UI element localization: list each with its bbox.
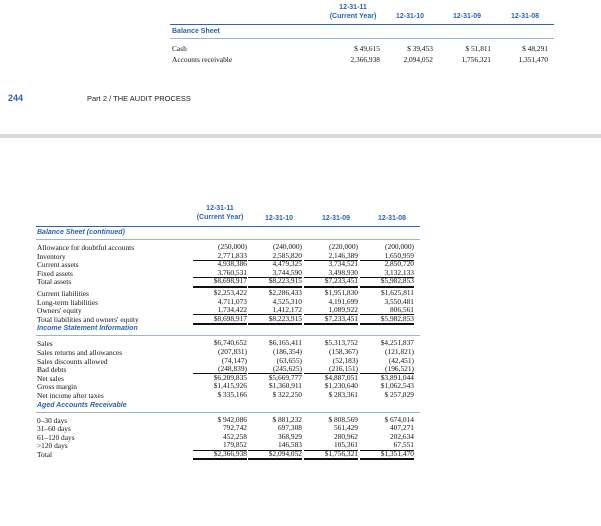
table-row-value: 2,771,833 [193, 252, 247, 261]
table-row-value: (248,839) [193, 365, 247, 374]
table-row-value: 202,634 [389, 431, 414, 441]
table-row-label: Total liabilities and owners' equity [37, 314, 139, 324]
table-row-value: $8,698,917 [193, 315, 247, 325]
table-row-value: $1,360,911 [269, 381, 302, 391]
table-row-value: $ 881,232 [272, 414, 302, 424]
table-row-value: (74,147) [221, 355, 247, 365]
table-row-value: 561,429 [333, 423, 358, 433]
top-row-value: $ 49,615 [354, 44, 380, 53]
table-row-label: Owners' equity [37, 306, 82, 316]
main-header-rule [36, 226, 420, 227]
table-row-value: 4,938,386 [217, 259, 247, 269]
main-col-header-3: 12-31-09 [321, 215, 351, 222]
table-row-label: Net sales [37, 373, 64, 383]
top-row-value: $ 39,453 [407, 44, 433, 53]
table-row-value: (63,655) [276, 355, 302, 365]
top-col-header-3: 12-31-09 [452, 13, 482, 20]
section-rule [36, 335, 420, 336]
table-row-value: $ 322,250 [272, 390, 302, 399]
table-row-value: 4,711,073 [217, 296, 247, 306]
main-col-header-4: 12-31-08 [377, 215, 407, 222]
top-col-header-4: 12-31-08 [510, 13, 540, 20]
table-row-value: 105,361 [304, 441, 358, 450]
section-rule [36, 239, 420, 240]
section-title: Balance Sheet (continued) [37, 229, 125, 236]
table-row-value: $4,887,051 [324, 372, 358, 382]
top-row-value: 1,351,470 [518, 55, 548, 64]
table-row-value: (52,183) [332, 355, 358, 365]
table-row-value: 1,650,959 [360, 252, 414, 261]
table-row-value: 4,191,699 [328, 296, 358, 306]
top-section-title: Balance Sheet [172, 28, 220, 35]
table-row-value: $1,951,830 [324, 288, 358, 297]
table-row-value: (216,151) [304, 365, 358, 374]
top-col-header-1: 12-31-11 (Current Year) [329, 4, 377, 20]
top-row-value: 2,366,938 [350, 55, 380, 64]
top-row-value: 1,756,321 [461, 55, 491, 64]
table-row-value: (240,000) [273, 242, 302, 251]
table-row-value: 792,742 [222, 423, 247, 433]
table-row-value: (220,000) [329, 242, 358, 251]
table-row-value: $2,253,422 [213, 288, 247, 297]
table-row-value: 3,550,481 [384, 296, 414, 306]
table-row-value: $3,891,044 [380, 372, 414, 382]
table-row-value: (121,821) [385, 347, 414, 356]
top-row-label: Cash [172, 44, 187, 53]
table-row-label: Sales returns and allowances [37, 348, 123, 357]
table-row-label: Inventory [37, 251, 66, 261]
table-row-value: 452,258 [222, 431, 247, 441]
top-row-label: Accounts receivable [172, 55, 233, 64]
table-row-value: 697,308 [277, 423, 302, 433]
table-row-value: 1,089,922 [304, 306, 358, 315]
table-row-value: 67,551 [360, 441, 414, 450]
table-row-value: $1,230,640 [324, 381, 358, 391]
table-row-value: 2,585,820 [248, 252, 302, 261]
table-row-value: 3,760,531 [193, 269, 247, 278]
section-title: Aged Accounts Receivable [37, 401, 127, 409]
table-row-label: Current liabilities [37, 289, 89, 298]
table-row-value: $1,415,926 [213, 381, 247, 391]
table-row-value: (245,625) [248, 365, 302, 374]
section-title: Income Statement Information [37, 325, 138, 333]
table-row-value: $ 283,361 [328, 390, 358, 399]
page-number: 244 [8, 93, 24, 103]
table-row-value: $6,209,835 [213, 372, 247, 382]
table-row-value: $8,223,915 [248, 315, 302, 325]
table-row-value: $5,982,853 [360, 277, 414, 287]
table-row-value: $2,366,938 [193, 450, 247, 460]
table-row-value: $7,233,451 [304, 277, 358, 287]
table-row-value: $ 808,569 [328, 414, 358, 424]
table-row-value: $2,286,433 [268, 288, 302, 297]
table-row-value: (250,000) [218, 242, 247, 251]
table-row-value: 806,561 [360, 306, 414, 315]
table-row-value: $ 257,829 [384, 390, 414, 399]
main-col-header-2: 12-31-10 [264, 215, 294, 222]
table-row-value: $4,251,837 [380, 338, 414, 348]
table-row-label: Fixed assets [37, 268, 73, 278]
table-row-value: 2,146,389 [304, 252, 358, 261]
top-header-rule [170, 24, 554, 25]
table-row-value: $6,740,652 [213, 338, 247, 348]
top-row-value: 2,094,052 [403, 55, 433, 64]
table-row-value: 3,744,590 [248, 269, 302, 278]
top-col-header-2: 12-31-10 [395, 13, 425, 20]
table-row-value: 1,734,422 [193, 306, 247, 315]
table-row-value: 368,929 [277, 431, 302, 441]
table-row-label: Bad debts [37, 365, 67, 375]
main-col-header-1: 12-31-11 (Current Year) [196, 205, 244, 221]
table-row-label: Sales discounts allowed [37, 356, 108, 366]
page-main [0, 138, 601, 526]
table-row-value: $1,351,470 [360, 450, 414, 460]
table-row-value: 1,412,172 [248, 306, 302, 315]
table-row-value: $1,756,321 [304, 450, 358, 460]
top-row-value: $ 51,811 [465, 44, 491, 53]
table-row-value: $8,698,917 [193, 277, 247, 287]
top-section-rule [170, 38, 554, 39]
table-row-value: $5,313,752 [324, 338, 358, 348]
table-row-value: $1,625,811 [381, 288, 414, 297]
table-row-value: $ 942,086 [217, 414, 247, 424]
table-row-value: 3,734,521 [328, 259, 358, 269]
table-row-label: 61–120 days [37, 432, 75, 442]
table-row-label: 0–30 days [37, 415, 68, 425]
table-row-value: $6,165,411 [269, 338, 302, 348]
table-row-value: $ 335,166 [217, 390, 247, 399]
table-row-value: $5,982,853 [360, 315, 414, 325]
table-row-value: 146,583 [248, 441, 302, 450]
table-row-value: 4,525,310 [272, 296, 302, 306]
table-row-value: $7,233,451 [304, 315, 358, 325]
table-row-value: $8,223,915 [248, 277, 302, 287]
table-row-label: Total assets [37, 277, 72, 287]
table-row-value: $1,062,543 [380, 381, 414, 391]
table-row-value: 407,271 [389, 423, 414, 433]
table-row-value: (186,354) [273, 347, 302, 356]
table-row-label: Current assets [37, 260, 79, 270]
table-row-value: 3,132,133 [360, 269, 414, 278]
table-row-label: Net income after taxes [37, 391, 104, 400]
section-rule [36, 412, 420, 413]
table-row-value: (207,831) [218, 347, 247, 356]
table-row-label: Gross margin [37, 382, 77, 392]
table-row-value: $5,669,777 [268, 372, 302, 382]
table-row-value: $ 674,014 [384, 414, 414, 424]
table-row-label: Long-term liabilities [37, 297, 98, 307]
page-top [0, 0, 601, 134]
table-row-label: >120 days [37, 441, 68, 451]
table-row-value: 3,498,930 [304, 269, 358, 278]
table-row-value: $2,094,052 [248, 450, 302, 460]
table-row-value: 280,962 [333, 431, 358, 441]
table-row-value: 4,479,325 [272, 259, 302, 269]
table-row-value: (42,451) [388, 355, 414, 365]
running-title: Part 2 / THE AUDIT PROCESS [87, 94, 191, 103]
top-row-value: $ 48,291 [522, 44, 548, 53]
table-row-value: (158,367) [329, 347, 358, 356]
table-row-value: (200,000) [385, 242, 414, 251]
table-row-label: 31–60 days [37, 424, 71, 434]
table-row-value: 179,852 [193, 441, 247, 450]
table-row-label: Allowance for doubtful accounts [37, 243, 135, 252]
table-row-value: 2,850,720 [384, 259, 414, 269]
table-row-label: Sales [37, 339, 53, 349]
table-row-value: (196,521) [360, 365, 414, 374]
table-row-label: Total [37, 450, 53, 459]
